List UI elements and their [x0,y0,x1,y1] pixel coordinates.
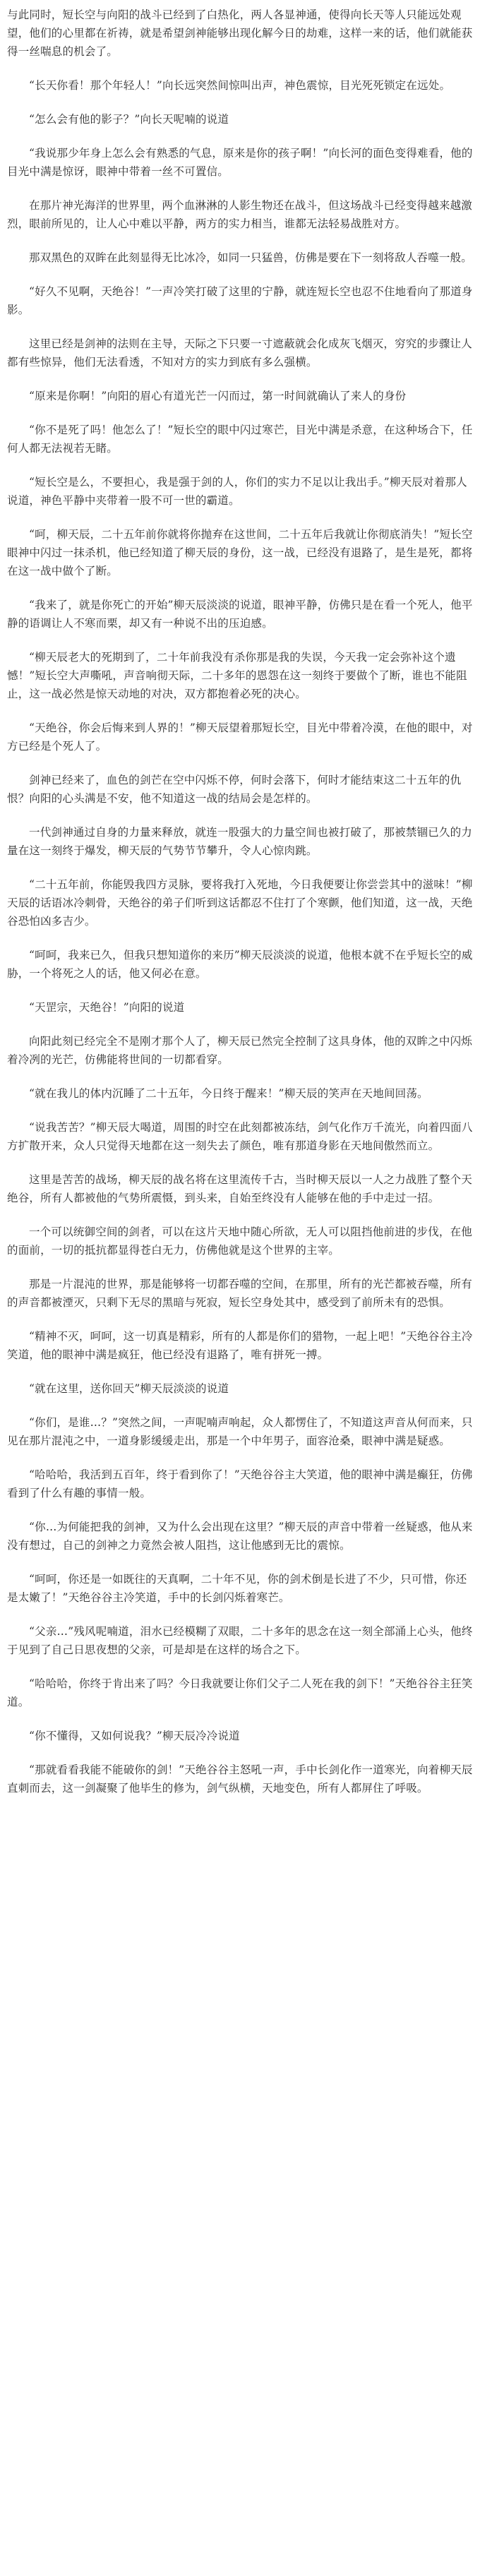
paragraph: “我说那少年身上怎么会有熟悉的气息，原来是你的孩子啊！”向长河的面色变得难看，他的目光中满是惊讶，眼神中带着一丝不可置信。 [7,147,473,178]
paragraph: 与此同时，短长空与向阳的战斗已经到了白热化，两人各显神通，使得向长天等人只能远处观望，他们的心里都在祈祷，就是希望剑神能够出现化解今日的劫难，这样一来的话，他们就能获得一丝喘息的机会了。 [7,8,473,58]
paragraph: 一个可以统御空间的剑者，可以在这片天地中随心所欲，无人可以阻挡他前进的步伐，在他的面前，一切的抵抗都显得苍白无力，仿佛他就是这个世界的主宰。 [7,1226,473,1257]
paragraph: “说我苦苦？”柳天辰大喝道，周围的时空在此刻都被冻结，剑气化作万千流光，向着四面八方扩散开来，众人只觉得天地都在这一刻失去了颜色，唯有那道身影在天地间傲然而立。 [7,1121,473,1152]
paragraph: “呵，柳天辰，二十五年前你就将你抛弃在这世间，二十五年后我就让你彻底消失！”短长空眼神中闪过一抹杀机，他已经知道了柳天辰的身份，这一战，已经没有退路了，是生是死，都将在这一战中做个了断。 [7,528,473,577]
paragraph: “你们，是谁…？”突然之间，一声呢喃声响起，众人都愣住了，不知道这声音从何而来，只见在那片混沌之中，一道身影缓缓走出，那是一个中年男子，面容沧桑，眼神中满是疑惑。 [7,1416,473,1447]
paragraph: “天罡宗，天绝谷！”向阳的说道 [29,1001,185,1014]
paragraph: 在那片神光海洋的世界里，两个血淋淋的人影生物还在战斗，但这场战斗已经变得越来越激烈，眼前所见的，让人心中难以平静，两方的实力相当，谁都无法轻易战胜对方。 [7,199,473,230]
paragraph: “短长空是么，不要担心，我是强于剑的人，你们的实力不足以让我出手。”柳天辰对着那人说道，神色平静中夹带着一股不可一世的霸道。 [7,476,467,507]
paragraph: “呵呵，我来已久，但我只想知道你的来历”柳天辰淡淡的说道，他根本就不在乎短长空的威胁，一个将死之人的话，他又何必在意。 [7,949,473,980]
paragraph: “原来是你啊！”向阳的眉心有道光芒一闪而过，第一时间就确认了来人的身份 [29,390,407,402]
paragraph: “二十五年前，你能毁我四方灵脉，要将我打入死地，今日我便要让你尝尝其中的滋味！”柳天辰的话语冰冷刺骨，天绝谷的弟子们听到这话都忍不住打了个寒颤，他们知道，这一战，天绝谷恐怕凶多吉少。 [7,878,473,928]
paragraph: “那就看看我能不能破你的剑！”天绝谷谷主怒吼一声，手中长剑化作一道寒光，向着柳天辰直刺而去，这一剑凝聚了他毕生的修为，剑气纵横，天地变色，所有人都屏住了呼吸。 [7,1763,473,1795]
paragraph: 这里是苦苦的战场，柳天辰的战名将在这里流传千古，当时柳天辰以一人之力战胜了整个天绝谷，所有人都被他的气势所震慑，到头来，自始至终没有人能够在他的手中走过一招。 [7,1173,473,1204]
paragraph: “就在这里，送你回天”柳天辰淡淡的说道 [29,1382,229,1395]
paragraph: 那是一片混沌的世界，那是能够将一切都吞噬的空间，在那里，所有的光芒都被吞噬，所有的声音都被湮灭，只剩下无尽的黑暗与死寂，短长空身处其中，感受到了前所未有的恐惧。 [7,1278,473,1309]
paragraph: “长天你看！那个年轻人！”向长远突然间惊叫出声，神色震惊，目光死死锁定在远处。 [29,79,451,92]
paragraph: 一代剑神通过自身的力量来释放，就连一股强大的力量空间也被打破了，那被禁锢已久的力量在这一刻终于爆发，柳天辰的气势节节攀升，令人心惊肉跳。 [7,826,473,857]
paragraph: “好久不见啊，天绝谷！”一声冷笑打破了这里的宁静，就连短长空也忍不住地看向了那道身影。 [7,285,473,316]
paragraph: “父亲…”残风呢喃道，泪水已经模糊了双眼，二十多年的思念在这一刻全部涌上心头，他终于见到了自己日思夜想的父亲，可是却是在这样的场合之下。 [7,1625,473,1656]
paragraph: “柳天辰老大的死期到了，二十年前我没有杀你那是我的失误，今天我一定会弥补这个遗憾！”短长空大声嘶吼，声音响彻天际，二十多年的恩怨在这一刻终于要做个了断，谁也不能阻止，这一战必然是惊天动地的对决，双方都抱着必死的决心。 [7,651,467,700]
paragraph: 这里已经是剑神的法则在主导，天际之下只要一寸遮蔽就会化成灰飞烟灭，穷究的步骤让人都有些惊异，他们无法看透，不知对方的实力到底有多么强横。 [7,337,473,369]
paragraph: “精神不灭，呵呵，这一切真是精彩，所有的人都是你们的猎物，一起上吧！”天绝谷谷主冷笑道，他的眼神中满是疯狂，他已经没有退路了，唯有拼死一搏。 [7,1330,473,1361]
paragraph: “天绝谷，你会后悔来到人界的！”柳天辰望着那短长空，目光中带着冷漠，在他的眼中，对方已经是个死人了。 [7,721,473,753]
paragraph: “你不是死了吗！他怎么了！”短长空的眼中闪过寒芒，目光中满是杀意，在这种场合下，任何人都无法视若无睹。 [7,424,473,455]
paragraph: “哈哈哈，我活到五百年，终于看到你了！”天绝谷谷主大笑道，他的眼神中满是癫狂，仿佛看到了什么有趣的事情一般。 [7,1468,473,1499]
paragraph: 那双黑色的双眸在此刻显得无比冰冷，如同一只猛兽，仿佛是要在下一刻将敌人吞噬一般。 [29,251,473,264]
paragraph: “你不懂得，又如何说我？”柳天辰冷冷说道 [29,1730,240,1742]
paragraph: “怎么会有他的影子？”向长天呢喃的说道 [29,113,229,126]
paragraph: “哈哈哈，你终于肯出来了吗？今日我就要让你们父子二人死在我的剑下！”天绝谷谷主狂笑道。 [7,1677,473,1708]
paragraph: 向阳此刻已经完全不是刚才那个人了，柳天辰已然完全控制了这具身体，他的双眸之中闪烁着冷冽的光芒，仿佛能将世间的一切都看穿。 [7,1035,473,1066]
paragraph: “你…为何能把我的剑神，又为什么会出现在这里？”柳天辰的声音中带着一丝疑惑，他从来没有想过，自己的剑神之力竟然会被人阻挡，这让他感到无比的震惊。 [7,1521,473,1552]
paragraph: “呵呵，你还是一如既往的天真啊，二十年不见，你的剑术倒是长进了不少，只可惜，你还是太嫩了！”天绝谷谷主冷笑道，手中的长剑闪烁着寒芒。 [7,1573,467,1604]
paragraph: “我来了，就是你死亡的开始”柳天辰淡淡的说道，眼神平静，仿佛只是在看一个死人，他平静的语调让人不寒而栗，却又有一种说不出的压迫感。 [7,599,473,630]
paragraph: 剑神已经来了，血色的剑芒在空中闪烁不停，何时会落下，何时才能结束这二十五年的仇恨？向阳的心头满是不安，他不知道这一战的结局会是怎样的。 [7,774,462,805]
paragraph: “就在我儿的体内沉睡了二十五年，今日终于醒来！”柳天辰的笑声在天地间回荡。 [29,1087,428,1100]
